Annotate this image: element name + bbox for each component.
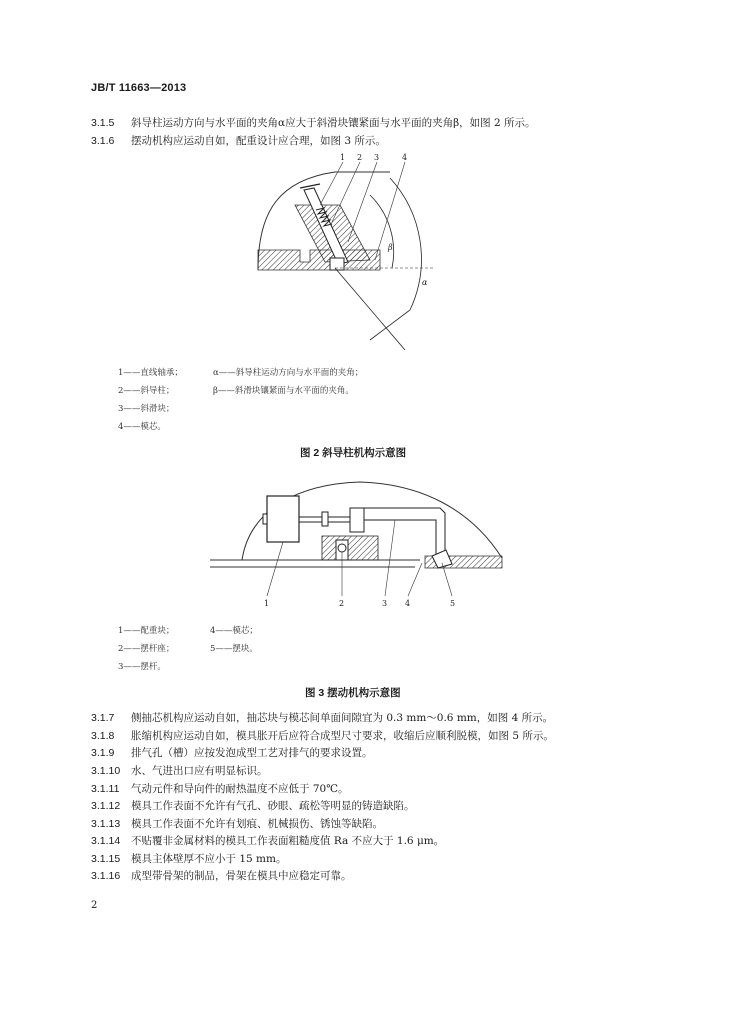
clause-text: 模具主体壁厚不应小于 15 mm。 (131, 853, 287, 865)
clause-text: 侧抽芯机构应运动自如，抽芯块与模芯间单面间隙宜为 0.3 mm～0.6 mm，如图 4 所示。 (131, 712, 554, 724)
clause-3-1-6 (91, 134, 386, 148)
figure2-drawing (240, 150, 490, 350)
fig3-callout-5: 5 (450, 599, 456, 608)
clause-3-1-10 (91, 764, 268, 778)
clause-number: 3.1.7 (91, 712, 115, 724)
clause-text: 排气孔（槽）应按发泡成型工艺对排气的要求设置。 (131, 747, 373, 759)
clause-number: 3.1.8 (91, 730, 115, 742)
clause-number: 3.1.6 (91, 135, 115, 147)
clause-number: 3.1.12 (91, 800, 121, 812)
clause-text: 胀缩机构应运动自如，模具胀开后应符合成型尺寸要求，收缩后应顺利脱模，如图 5 所示。 (131, 730, 554, 742)
fig3-legend-3: 3——摆杆。 (118, 662, 166, 672)
fig2-legend-4: 4——模芯。 (118, 422, 166, 432)
clause-3-1-12 (91, 799, 415, 813)
clause-3-1-7 (91, 711, 553, 725)
fig2-callout-3: 3 (374, 153, 380, 162)
fig2-callout-2: 2 (357, 153, 363, 162)
fig2-legend-1: 1——直线轴承； (118, 368, 183, 378)
fig2-legend-3: 3——斜滑块； (118, 404, 175, 414)
figure3-caption: 图 3 摆动机构示意图 (305, 687, 401, 699)
fig3-callout-4: 4 (405, 599, 411, 608)
clause-3-1-11 (91, 782, 348, 796)
clause-3-1-5 (91, 116, 536, 130)
fig2-legend-2: 2——斜导柱； (118, 386, 175, 396)
fig2-legend-alpha: α——斜导柱运动方向与水平面的夹角； (213, 368, 364, 378)
fig3-callout-3: 3 (382, 599, 388, 608)
clause-text: 气动元件和导向件的耐热温度不应低于 70℃。 (131, 783, 349, 795)
clause-text: 水、气进出口应有明显标识。 (131, 765, 268, 777)
clause-number: 3.1.10 (91, 765, 121, 777)
fig3-legend-2: 2——摆杆座； (118, 644, 175, 654)
fig3-legend-4: 4——模芯； (210, 626, 258, 636)
figure3-drawing (210, 468, 510, 613)
clause-number: 3.1.16 (91, 870, 121, 882)
clause-3-1-14 (91, 834, 444, 848)
clause-text: 摆动机构应运动自如，配重设计应合理，如图 3 所示。 (131, 135, 386, 147)
page-number: 2 (91, 900, 98, 911)
clause-number: 3.1.5 (91, 117, 115, 129)
clause-number: 3.1.15 (91, 853, 121, 865)
clause-3-1-13 (91, 817, 383, 831)
clause-text: 斜导柱运动方向与水平面的夹角α应大于斜滑块镶紧面与水平面的夹角β，如图 2 所示。 (131, 117, 536, 129)
clause-3-1-9 (91, 746, 373, 760)
clause-number: 3.1.11 (91, 783, 120, 795)
clause-text: 模具工作表面不允许有划痕、机械损伤、锈蚀等缺陷。 (131, 818, 383, 830)
fig3-callout-2: 2 (339, 599, 345, 608)
fig3-legend-1: 1——配重块； (118, 626, 175, 636)
fig2-callout-1: 1 (340, 153, 346, 162)
fig2-callout-4: 4 (402, 153, 408, 162)
clause-text: 成型带骨架的制品，骨架在模具中应稳定可靠。 (131, 870, 352, 882)
clause-text: 不贴覆非金属材料的模具工作表面粗糙度值 Ra 不应大于 1.6 μm。 (131, 835, 445, 847)
fig2-angle-alpha: α (422, 278, 428, 287)
fig3-legend-5: 5——摆块。 (210, 644, 258, 654)
clause-number: 3.1.9 (91, 747, 115, 759)
fig2-angle-beta: β (388, 243, 393, 252)
clause-3-1-16 (91, 869, 352, 883)
clause-number: 3.1.13 (91, 818, 121, 830)
figure2-caption: 图 2 斜导柱机构示意图 (300, 447, 407, 459)
doc-code-header: JB/T 11663—2013 (91, 82, 187, 94)
fig3-callout-1: 1 (264, 599, 270, 608)
clause-3-1-15 (91, 852, 286, 866)
clause-text: 模具工作表面不允许有气孔、砂眼、疏松等明显的铸造缺陷。 (131, 800, 415, 812)
fig2-legend-beta: β——斜滑块镶紧面与水平面的夹角。 (213, 386, 354, 396)
clause-number: 3.1.14 (91, 835, 121, 847)
clause-3-1-8 (91, 729, 554, 743)
